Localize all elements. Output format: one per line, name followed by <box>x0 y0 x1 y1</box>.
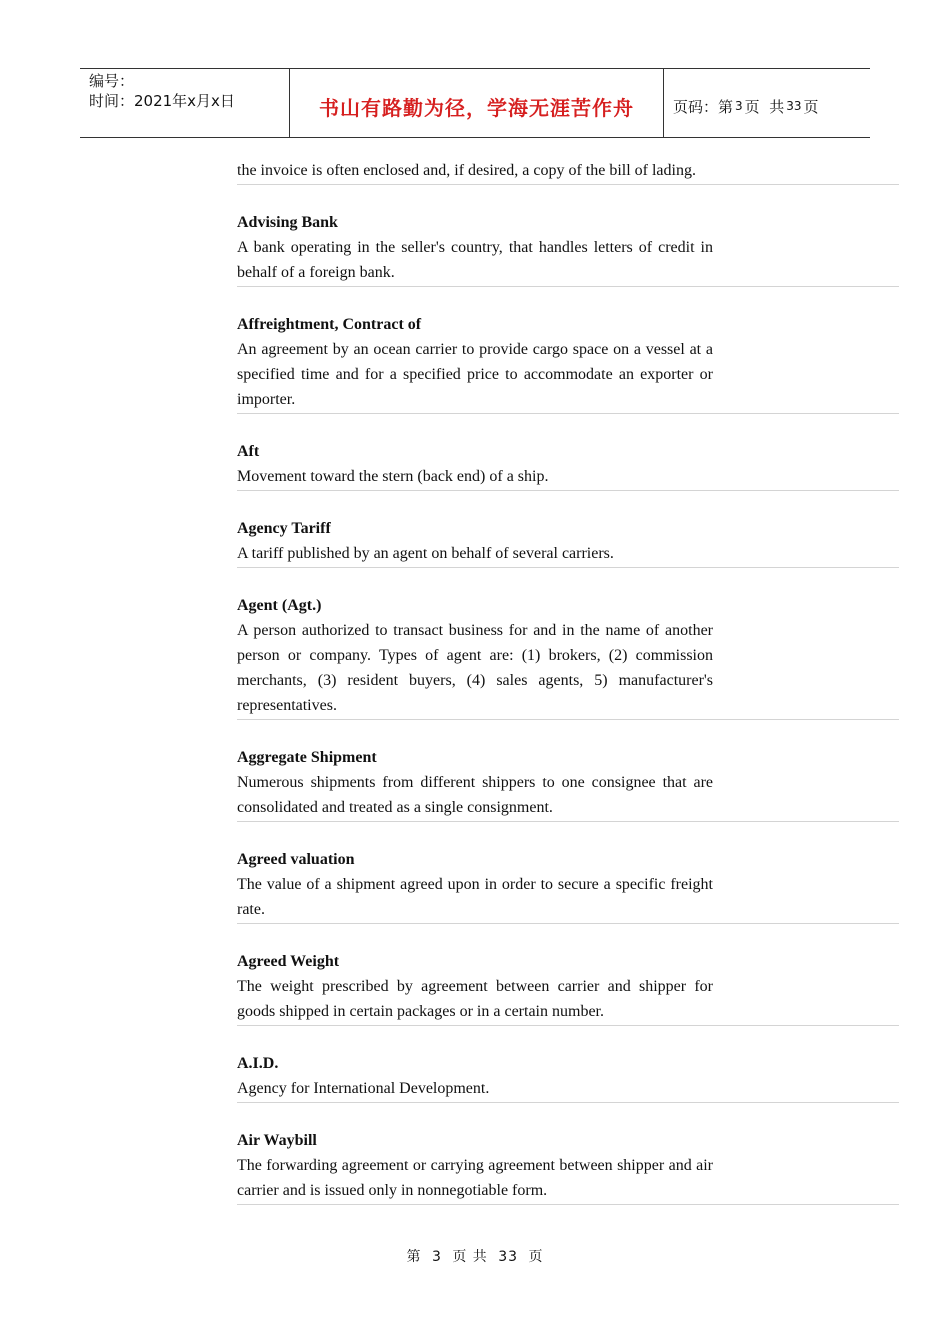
entry-term: Aggregate Shipment <box>237 749 377 766</box>
glossary-entry <box>237 949 899 1026</box>
entry-term: Agreed Weight <box>237 953 340 970</box>
footer-page-total: 33 <box>498 1249 519 1265</box>
footer-page-number: 3 <box>431 1249 442 1265</box>
entry-term: Advising Bank <box>237 214 338 231</box>
time-label: 时间：2021年x月x日 <box>89 92 235 110</box>
code-label: 编号： <box>89 72 135 90</box>
page-number: 3 <box>735 99 743 113</box>
glossary-entry <box>237 210 899 287</box>
glossary-entry <box>237 312 899 414</box>
glossary-entry <box>237 439 899 491</box>
header-meta <box>80 69 290 137</box>
page-header <box>80 68 870 138</box>
entry-term: Agent (Agt.) <box>237 597 322 614</box>
footer-mid: 页 共 <box>452 1249 488 1265</box>
page-footer <box>0 1246 950 1266</box>
page-prefix: 页码：第 <box>673 97 734 116</box>
footer-prefix: 第 <box>406 1249 422 1265</box>
page-mid: 页 共 <box>744 97 785 116</box>
page-suffix: 页 <box>803 97 819 116</box>
glossary-content <box>237 158 899 1230</box>
glossary-entry <box>237 158 899 185</box>
entry-definition: A person authorized to transact business for and in the name of another person or company. Types of agent are: (1) brokers, (2) commission merchants, (3) resident buyers, (4) sales agents, 5) manufacturer's representatives. <box>237 622 713 714</box>
glossary-entry <box>237 745 899 822</box>
glossary-entry <box>237 516 899 568</box>
entry-term: Aft <box>237 443 260 460</box>
footer-suffix: 页 <box>528 1249 544 1265</box>
entry-term: Affreightment, Contract of <box>237 316 422 333</box>
entry-definition: The forwarding agreement or carrying agreement between shipper and air carrier and is issued only in nonnegotiable form. <box>237 1157 713 1199</box>
glossary-entry <box>237 847 899 924</box>
entry-definition: Numerous shipments from different shippers to one consignee that are consolidated and treated as a single consignment. <box>237 774 713 816</box>
page-total: 33 <box>786 99 802 113</box>
glossary-entry <box>237 593 899 720</box>
entry-definition: An agreement by an ocean carrier to provide cargo space on a vessel at a specified time and for a specified price to accommodate an exporter or importer. <box>237 341 713 408</box>
entry-definition: A bank operating in the seller's country, that handles letters of credit in behalf of a foreign bank. <box>237 239 713 281</box>
header-motto: 书山有路勤为径，学海无涯苦作舟 <box>290 69 664 137</box>
entry-definition: A tariff published by an agent on behalf of several carriers. <box>237 545 614 562</box>
entry-definition: The weight prescribed by agreement between carrier and shipper for goods shipped in certain packages or in a certain number. <box>237 978 713 1020</box>
entry-definition: The value of a shipment agreed upon in order to secure a specific freight rate. <box>237 876 713 918</box>
entry-definition: Movement toward the stern (back end) of a ship. <box>237 468 549 485</box>
entry-term: Air Waybill <box>237 1132 317 1149</box>
glossary-entry <box>237 1128 899 1205</box>
entry-term: Agency Tariff <box>237 520 331 537</box>
entry-term: Agreed valuation <box>237 851 355 868</box>
entry-definition: Agency for International Development. <box>237 1080 490 1097</box>
glossary-entry <box>237 1051 899 1103</box>
entry-term: A.I.D. <box>237 1055 279 1072</box>
entry-definition: the invoice is often enclosed and, if desired, a copy of the bill of lading. <box>237 162 696 179</box>
header-page-indicator <box>664 69 870 137</box>
